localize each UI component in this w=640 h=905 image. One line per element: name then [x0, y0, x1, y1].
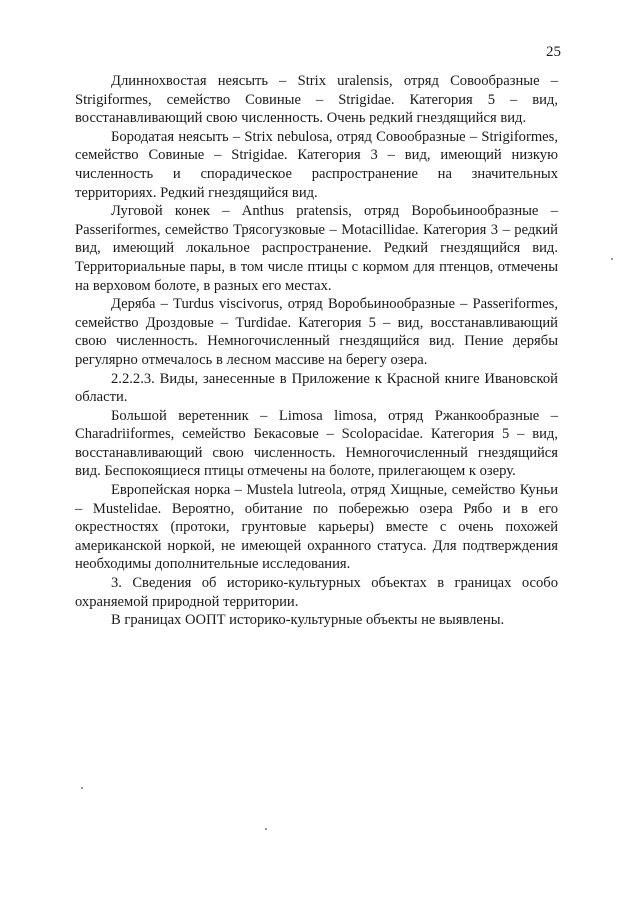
scan-speck — [611, 258, 613, 260]
page-number: 25 — [546, 44, 561, 60]
paragraph-mustela-lutreola: Европейская норка – Mustela lutreola, отряд Хищные, семейство Куньи – Mustelidae. Вероятно, обитание по побережью озера Рябо и в его окрестностях (протоки, грунтовые карьеры) вместе с очень похожей американской норкой, не имеющей охранного статуса. Для подтверждения необходимы дополнительные исследования. — [75, 482, 558, 573]
paragraph-cultural-objects: В границах ООПТ историко-культурные объекты не выявлены. — [111, 612, 505, 629]
scan-speck — [265, 828, 267, 830]
paragraph-strix-uralensis: Длиннохвостая неясыть – Strix uralensis, отряд Совообразные – Strigiformes, семейство Совиные – Strigidae. Категория 5 – вид, восстанавливающий свою численность. Очень редкий гнездящийся вид. — [75, 73, 558, 127]
scan-speck — [81, 787, 83, 789]
paragraph-anthus-pratensis: Луговой конек – Anthus pratensis, отряд Воробьинообразные – Passeriformes, семейство Трясогузковые – Motacillidae. Категория 3 – редкий вид, имеющий локальное распространение. Редкий гнездящийся вид. Территориальные пары, в том числе птицы с кормом для птенцов, отмечены на верховом болоте, в разных его местах. — [75, 203, 558, 294]
document-body — [75, 72, 558, 630]
section-heading-appendix-species: 2.2.2.3. Виды, занесенные в Приложение к Красной книге Ивановской области. — [75, 370, 558, 406]
paragraph-limosa-limosa: Большой веретенник – Limosa limosa, отряд Ржанкообразные – Charadriiformes, семейство Бекасовые – Scolopacidae. Категория 5 – вид, восстанавливающий свою численность. Немногочисленный гнездящийся вид. Беспокоящиеся птицы отмечены на болоте, прилегающем к озеру. — [75, 407, 558, 480]
paragraph-turdus-viscivorus: Деряба – Turdus viscivorus, отряд Воробьинообразные – Passeriformes, семейство Дроздовые – Turdidae. Категория 5 – вид, восстанавливающий свою численность. Немногочисленный гнездящийся вид. Пение дерябы регулярно отмечалось в лесном массиве на берегу озера. — [75, 296, 558, 368]
section-heading-cultural-objects: 3. Сведения об историко-культурных объектах в границах особо охраняемой природной территории. — [75, 575, 558, 610]
paragraph-strix-nebulosa: Бородатая неясыть – Strix nebulosa, отряд Совообразные – Strigiformes, семейство Совиные – Strigidae. Категория 3 – вид, имеющий низкую численность и спорадическое распространение на значительных территориях. Редкий гнездящийся вид. — [75, 128, 558, 201]
